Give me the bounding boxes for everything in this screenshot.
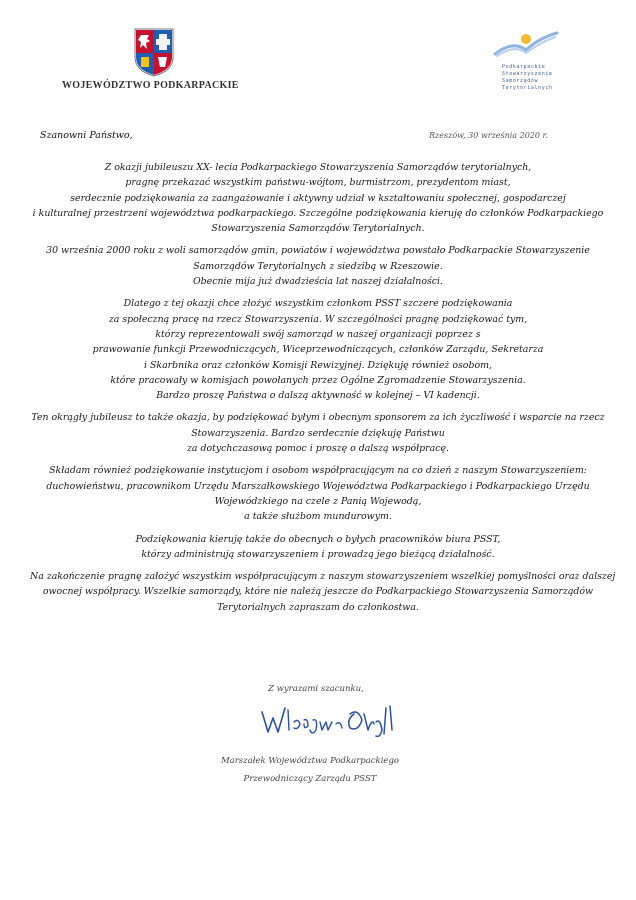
signatory-roles: [200, 752, 420, 788]
paragraph-line: i Skarbnika oraz członków Komisji Rewizyjnej. Dziękuję również osobom,: [144, 359, 492, 371]
paragraph-line: Samorządów Terytorialnych z siedzibą w Rzeszowie.: [193, 260, 443, 272]
paragraph-line: owocnej współpracy. Wszelkie samorządy, które nie należą jeszcze do Podkarpackiego Stowarzyszenia Samorządów: [42, 586, 594, 598]
letter-paragraph: [30, 296, 606, 403]
paragraph-line: za dotychczasową pomoc i proszę o dalszą współpracę.: [186, 443, 450, 455]
letter-paragraph: [30, 410, 606, 456]
paragraph-line: a także służbom mundurowym.: [244, 511, 392, 523]
paragraph-line: Dlatego z tej okazji chce złożyć wszystkim członkom PSST szczere podziękowania: [123, 298, 513, 310]
psst-org-name: [502, 64, 592, 92]
letter-paragraph: [30, 243, 606, 289]
paragraph-line: 30 września 2000 roku z woli samorządów gmin, powiatów i województwa powstało Podkarpackie Stowarzyszenie: [46, 245, 590, 257]
paragraph-line: którzy reprezentowali swój samorząd w naszej organizacji poprzez s: [155, 328, 481, 340]
psst-line: Podkarpackie: [502, 64, 546, 70]
letter-paragraph: [30, 160, 606, 236]
letter-paragraph: [30, 569, 616, 615]
paragraph-line: pragnę przekazać wszystkim państwu-wójtom, burmistrzom, prezydentom miast,: [125, 177, 511, 189]
paragraph-line: Na zakończenie pragnę założyć wszystkim współpracującym z naszym stowarzyszeniem wszelkiej pomyślności oraz dalszej: [30, 571, 616, 583]
signatory-role: Przewodniczący Zarządu PSST: [243, 774, 377, 784]
paragraph-line: Wojewódzkiego na czele z Panią Wojewodą,: [214, 495, 422, 507]
coat-of-arms-logo: [133, 27, 175, 77]
letter-date: Rzeszów, 30 września 2020 r.: [429, 131, 548, 140]
letter-paragraph: [30, 463, 606, 524]
paragraph-line: i kulturalnej przestrzeni województwa podkarpackiego. Szczególne podziękowania kieruję do członków Podkarpackiego: [32, 207, 604, 219]
psst-line: Terytorialnych: [502, 85, 553, 91]
paragraph-line: serdecznie podziękowania za zaangażowanie i aktywny udział w kształtowaniu społecznej, gospodarczej: [70, 192, 566, 204]
paragraph-line: które pracowały w komisjach powołanych przez Ogólne Zgromadzenie Stowarzyszenia.: [110, 374, 526, 386]
paragraph-line: prawowanie funkcji Przewodniczących, Wiceprzewodniczących, członków Zarządu, Sekretarza: [92, 344, 544, 356]
paragraph-line: Ten okrągły jubileusz to także okazja, by podziękować byłym i obecnym sponsorem za ich życzliwość i wsparcie na rzecz: [31, 412, 605, 424]
psst-line: Samorządów: [502, 78, 539, 84]
paragraph-line: Stowarzyszenia. Bardzo serdecznie dziękuję Państwu: [191, 427, 445, 439]
org-name: WOJEWÓDZTWO PODKARPACKIE: [62, 80, 239, 91]
signatory-role: Marszałek Województwa Podkarpackiego: [220, 756, 400, 766]
paragraph-line: Z okazji jubileuszu XX- lecia Podkarpackiego Stowarzyszenia Samorządów terytorialnych,: [104, 162, 532, 173]
paragraph-line: duchowieństwu, pracownikom Urzędu Marszałkowskiego Województwa Podkarpackiego i Podkarpackiego Urzędu: [46, 480, 590, 492]
paragraph-line: Obecnie mija już dwadzieścia lat naszej działalności.: [192, 276, 444, 288]
paragraph-line: Terytorialnych zapraszam do członkostwa.: [217, 601, 419, 613]
paragraph-line: Stowarzyszenia Samorządów Terytorialnych.: [211, 223, 425, 235]
salutation: Szanowni Państwo,: [40, 130, 133, 141]
paragraph-line: którzy administrują stowarzyszeniem i prowadzą jego bieżącą działalność.: [141, 548, 495, 560]
letter-paragraph: [30, 532, 606, 563]
closing-phrase: Z wyrazami szacunku,: [268, 684, 364, 694]
letter-body: [30, 160, 616, 622]
paragraph-line: Składam również podziękowanie instytucjom i osobom współpracującym na co dzień z naszym Stowarzyszeniem:: [49, 465, 587, 477]
psst-sun-logo: [493, 30, 559, 58]
paragraph-line: za społeczną pracę na rzecz Stowarzyszenia. W szczególności pragnę podziękować tym,: [108, 313, 528, 325]
paragraph-line: Bardzo proszę Państwa o dalszą aktywność w kolejnej – VI kadencji.: [156, 390, 480, 402]
paragraph-line: Podziękowania kieruję także do obecnych o byłych pracowników biura PSST,: [135, 533, 501, 545]
psst-line: Stowarzyszenie: [502, 71, 553, 77]
handwritten-signature: [258, 700, 408, 740]
